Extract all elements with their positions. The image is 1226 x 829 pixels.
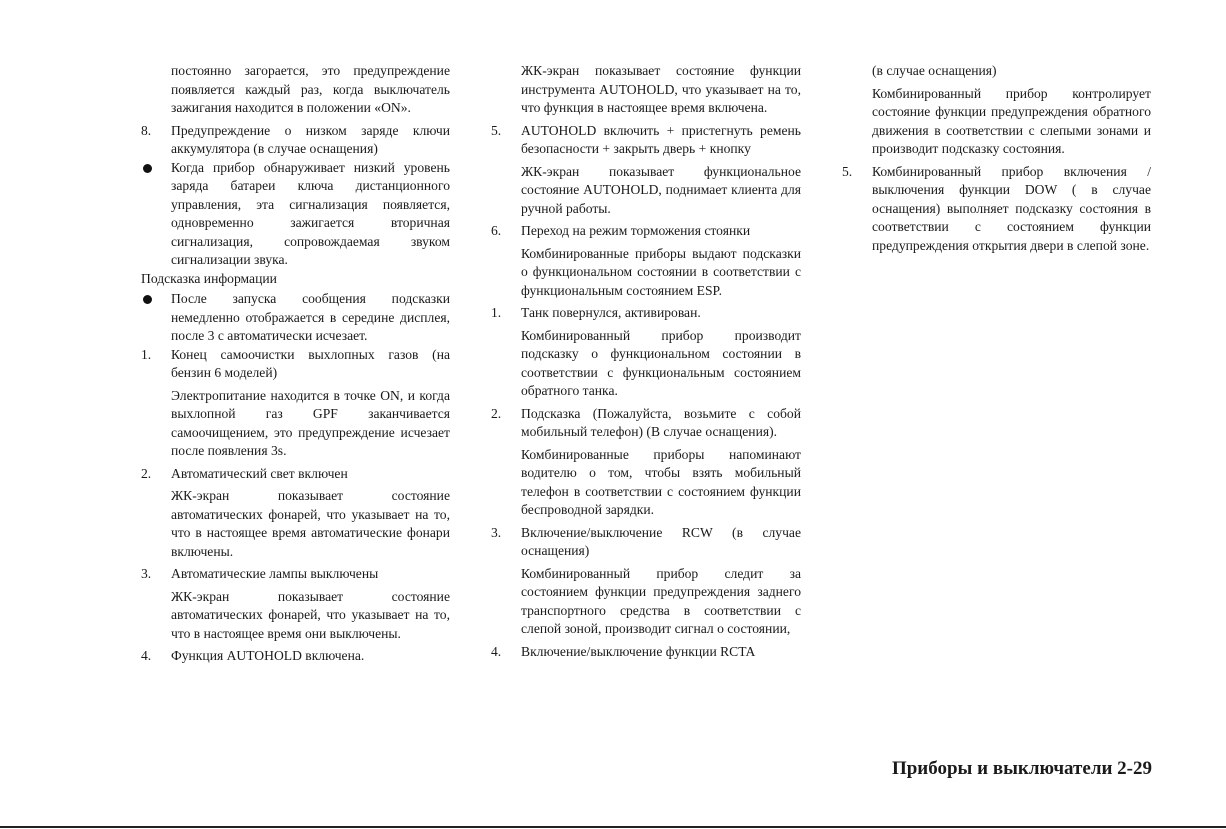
list-item-2 [141, 465, 450, 484]
item-number: 8. [141, 122, 152, 138]
middle-column [491, 62, 801, 661]
item-number: 6. [491, 223, 502, 238]
item-description: ЖК-экран показывает состояние автоматических фонарей, что указывает на то, что в настоящее время автоматические фонари включены. [171, 488, 450, 559]
item-number: 1. [141, 346, 152, 362]
list-item-1 [141, 346, 450, 383]
item-number: 4. [141, 648, 152, 663]
left-column [141, 62, 450, 666]
item-text: Танк повернулся, активирован. [521, 305, 701, 320]
continued-paragraph: ЖК-экран показывает состояние функции инструмента AUTOHOLD, что указывает на то, что функция в настоящее время включена. [521, 63, 801, 115]
bullet-paragraph [141, 290, 450, 346]
bullet-paragraph [141, 159, 450, 270]
item-number: 4. [491, 643, 502, 659]
right-column [842, 62, 1151, 255]
bottom-divider [0, 826, 1226, 828]
item-description: Комбинированные приборы выдают подсказки о функциональном состоянии в соответствии с функциональным состоянием ESP. [521, 245, 801, 298]
item-text: Функция AUTOHOLD включена. [171, 648, 365, 663]
list-item-6 [491, 222, 801, 241]
bullet-text: Когда прибор обнаруживает низкий уровень заряда батареи ключа дистанционного управления, эта сигнализация появляется, одновременно зажигается вторичная сигнализация, сопровождаемая звуком сигнализации звука. [171, 159, 450, 267]
continued-paragraph: Комбинированный прибор контролирует состояние функции предупреждения обратного движения в соответствии с слепыми зонами и производит подсказку состояния. [872, 85, 1151, 156]
item-text: Переход на режим торможения стоянки [521, 223, 751, 238]
item-text: Включение/выключение функции RCTA [521, 643, 756, 659]
continued-paragraph: постоянно загорается, это предупреждение появляется каждый раз, когда выключатель зажигания находится в положении «ON». [171, 63, 450, 115]
item-description: Комбинированный прибор производит подсказку о функциональном состоянии в соответствии с функциональным состоянием обратного танка. [521, 327, 801, 398]
continued-paragraph: (в случае оснащения) [872, 63, 997, 78]
list-item-4 [141, 647, 450, 666]
item-description: Комбинированные приборы напоминают водителю о том, чтобы взять мобильный телефон в соответствии с состоянием функции беспроводной зарядки. [521, 446, 801, 517]
item-description: Электропитание находится в точке ON, и когда выхлопной газ GPF заканчивается самоочищением, это предупреждение исчезает после появления 3s. [171, 387, 450, 458]
item-description: ЖК-экран показывает состояние автоматических фонарей, что указывает на то, что в настоящее время они выключены. [171, 588, 450, 641]
section-heading: Подсказка информации [141, 270, 277, 286]
item-number: 3. [141, 566, 152, 581]
item-text: Конец самоочистки выхлопных газов (на бензин 6 моделей) [171, 346, 450, 380]
list-item-2 [491, 405, 801, 442]
item-description: ЖК-экран показывает функциональное состояние AUTOHOLD, поднимает клиента для ручной работы. [521, 163, 801, 216]
bullet-icon [143, 295, 152, 304]
list-item-8 [141, 122, 450, 159]
list-item-5 [842, 163, 1151, 256]
item-text: Подсказка (Пожалуйста, возьмите с собой мобильный телефон) (В случае оснащения). [521, 405, 801, 439]
item-number: 1. [491, 305, 502, 320]
item-text: AUTOHOLD включить + пристегнуть ремень безопасности + закрыть дверь + кнопку [521, 122, 801, 156]
page-footer-title: Приборы и выключатели 2-29 [891, 758, 1152, 779]
item-text: Включение/выключение RCW (в случае оснащения) [521, 524, 801, 558]
list-item-4 [491, 643, 801, 662]
item-number: 2. [491, 405, 502, 421]
item-number: 5. [491, 122, 502, 138]
bullet-icon [143, 164, 152, 173]
item-description: Комбинированный прибор следит за состоянием функции предупреждения заднего транспортного средства в соответствии с слепой зоной, производит сигнал о состоянии, [521, 565, 801, 636]
item-number: 5. [842, 163, 853, 179]
item-text: Автоматические лампы выключены [171, 566, 379, 581]
list-item-3 [141, 565, 450, 584]
item-number: 3. [491, 524, 502, 540]
item-text: Комбинированный прибор включения / выключения функции DOW ( в случае оснащения) выполняет подсказку состояния в соответствии с состоянием функции предупреждения открытия двери в слепой зоне. [872, 163, 1151, 253]
item-text: Автоматический свет включен [171, 465, 348, 481]
item-number: 2. [141, 465, 152, 481]
bullet-text: После запуска сообщения подсказки немедленно отображается в середине дисплея, после 3 с автоматически исчезает. [171, 291, 450, 343]
list-item-3 [491, 524, 801, 561]
item-text: Предупреждение о низком заряде ключи аккумулятора (в случае оснащения) [171, 122, 450, 156]
list-item-5 [491, 122, 801, 159]
list-item-1 [491, 304, 801, 323]
